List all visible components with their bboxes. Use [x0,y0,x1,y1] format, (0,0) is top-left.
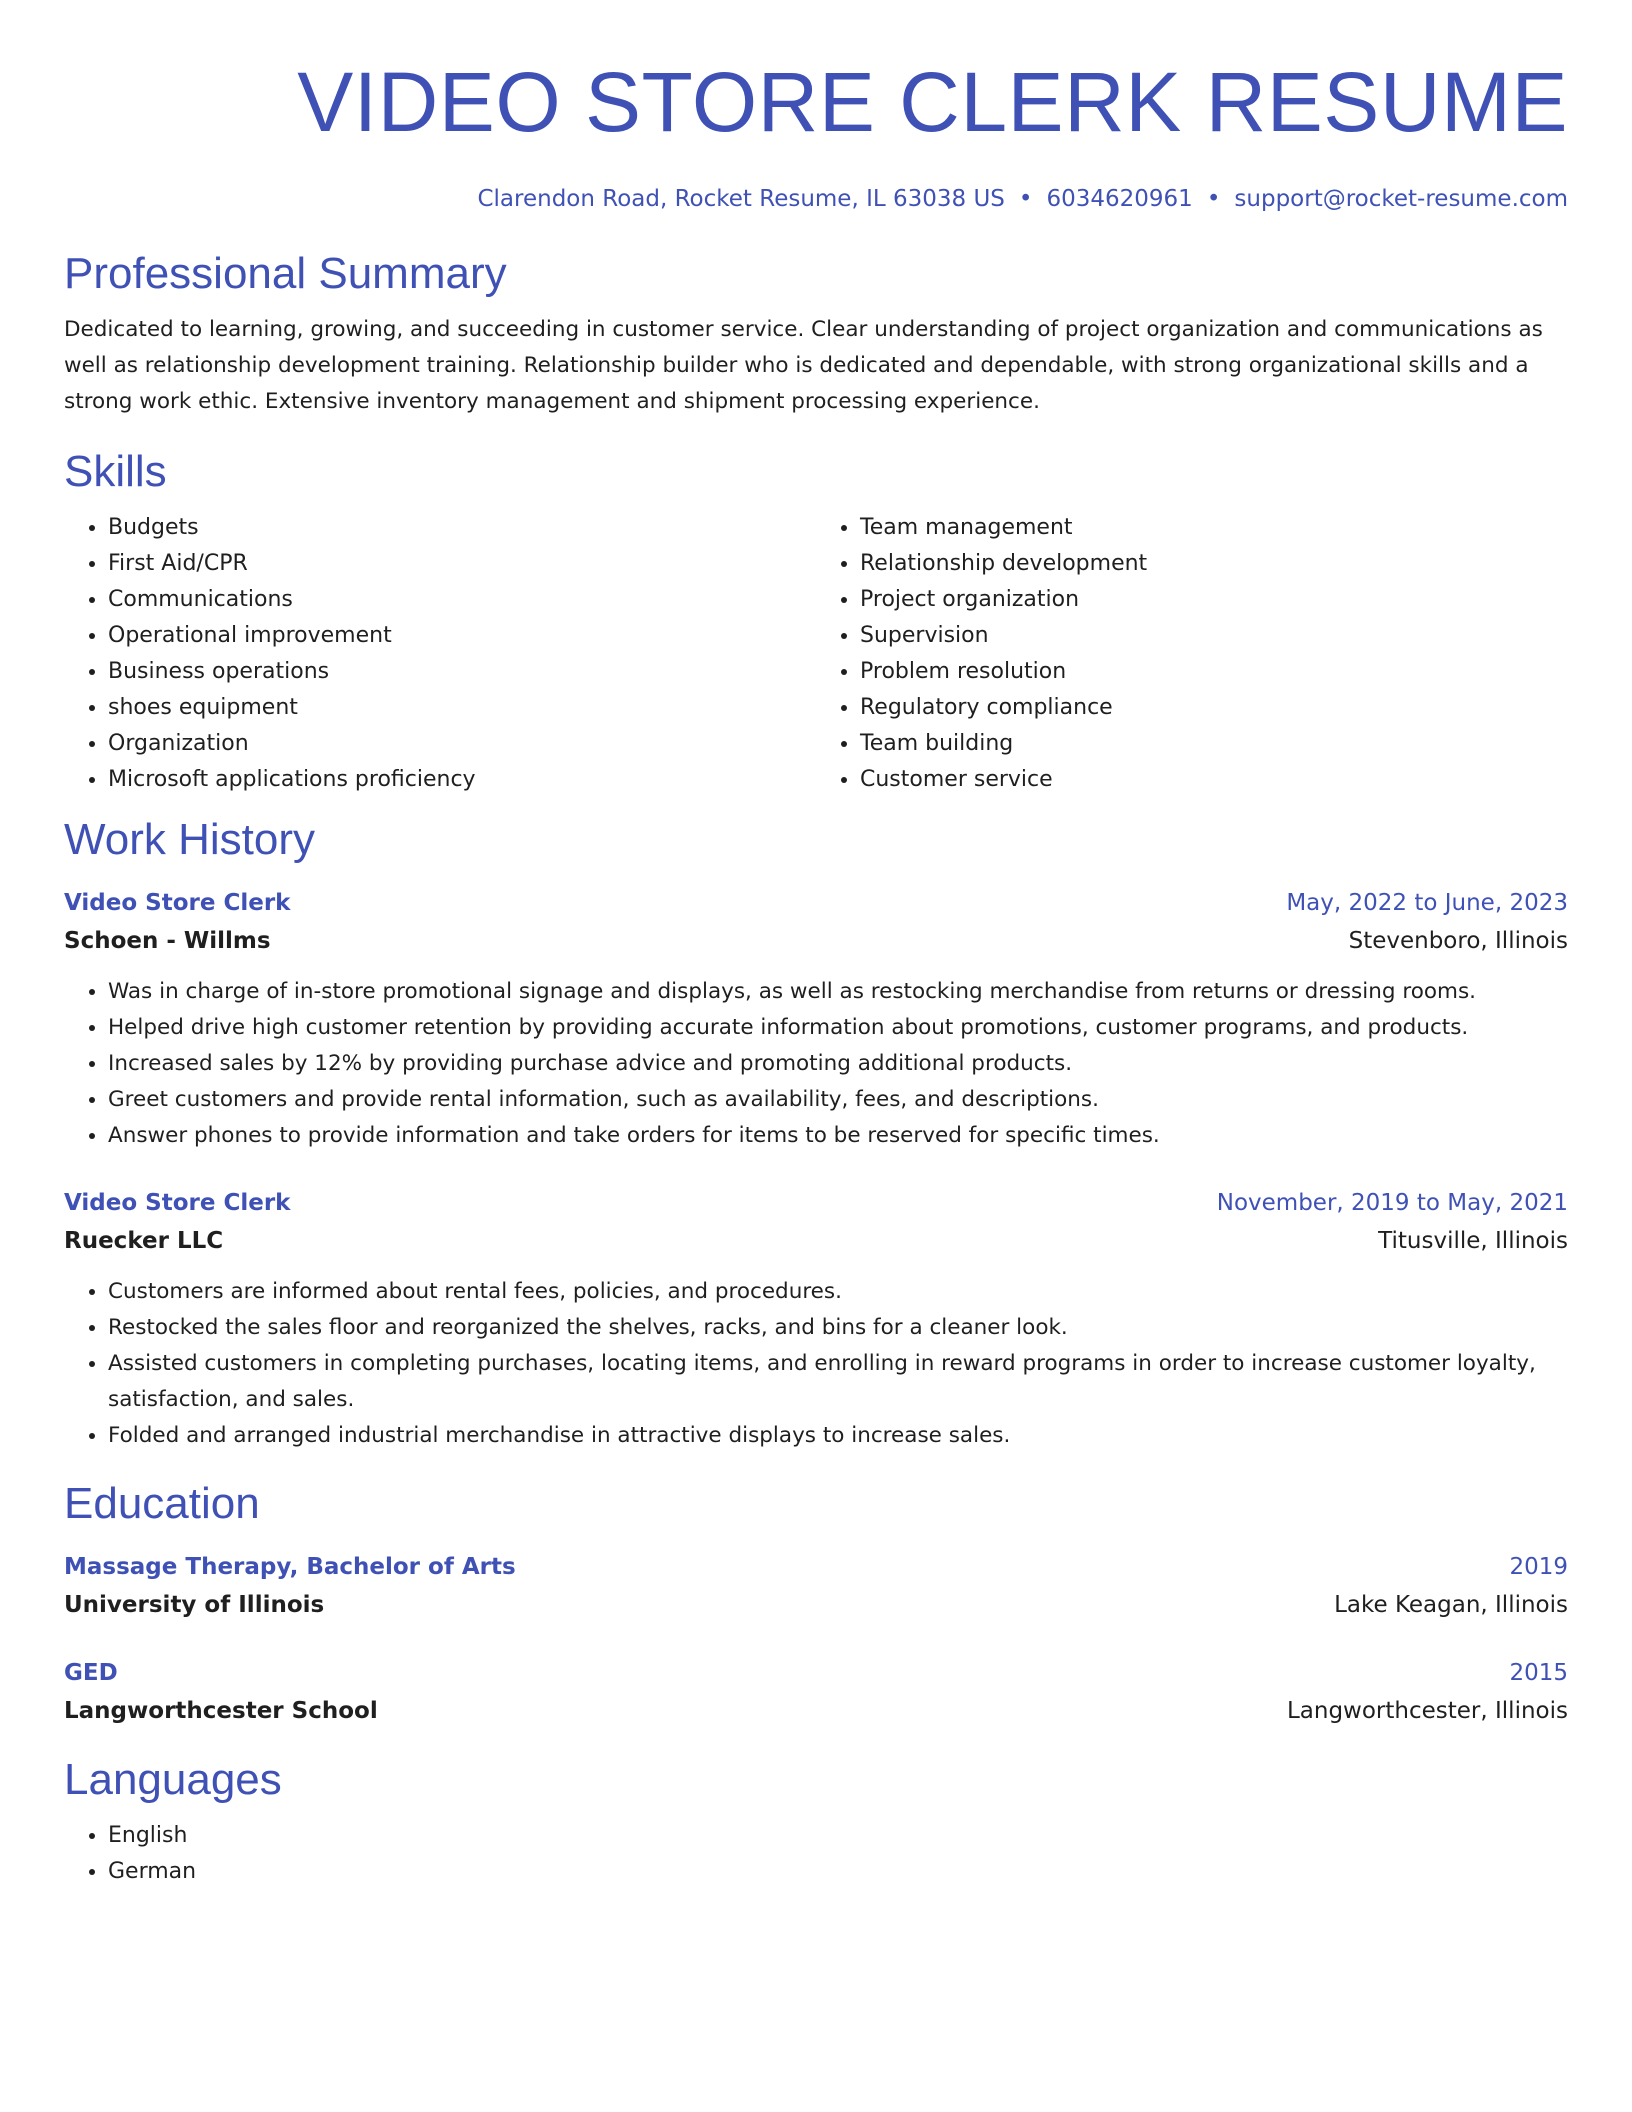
skill-item: • Operational improvement [108,618,816,654]
skill-item: • shoes equipment [108,690,816,726]
job-title: Video Store Clerk [64,890,291,916]
education-year: 2015 [1509,1660,1568,1686]
education-location: Lake Keagan, Illinois [1334,1592,1568,1618]
section-title-education: Education [64,1479,260,1528]
education-degree: Massage Therapy, Bachelor of Arts [64,1554,516,1580]
skill-item: • Regulatory compliance [860,690,1568,726]
job-bullet: • Increased sales by 12% by providing purchase advice and promoting additional products. [108,1046,1568,1082]
job-company: Schoen - Willms [64,928,271,954]
job-bullet: • Greet customers and provide rental information, such as availability, fees, and descriptions. [108,1082,1568,1118]
section-title-languages: Languages [64,1755,282,1804]
summary-text: Dedicated to learning, growing, and succeeding in customer service. Clear understanding of project organization and communications as well as relationship development training. Relationship builder who is dedicated and dependable, with strong organizational skills and a strong work ethic. Extensive inventory management and shipment processing experience. [64,317,1543,414]
skills-column-left [64,510,816,798]
education-year: 2019 [1509,1554,1568,1580]
section-title-work-history: Work History [64,815,315,864]
education-degree: GED [64,1660,118,1686]
skill-item: • Organization [108,726,816,762]
education-location: Langworthcester, Illinois [1286,1698,1568,1724]
job-bullet: • Customers are informed about rental fees, policies, and procedures. [108,1274,1568,1310]
job-entry [64,884,1568,1154]
contact-phone: 6034620961 [1046,186,1193,212]
job-bullet: • Assisted customers in completing purchases, locating items, and enrolling in reward programs in order to increase customer loyalty, satisfaction, and sales. [108,1346,1568,1418]
resume-title: VIDEO STORE CLERK RESUME [297,55,1568,149]
contact-address: Clarendon Road, Rocket Resume, IL 63038 US [477,186,1005,212]
skill-item: • Microsoft applications proficiency [108,762,816,798]
skill-item: • Team building [860,726,1568,762]
skill-item: • Supervision [860,618,1568,654]
skill-item: • Customer service [860,762,1568,798]
skill-item: • Budgets [108,510,816,546]
section-title-skills: Skills [64,447,167,496]
language-item: • German [108,1854,1568,1890]
job-dates: May, 2022 to June, 2023 [1286,890,1568,916]
education-entry [64,1654,1568,1730]
skills-column-right [816,510,1568,798]
job-bullet: • Folded and arranged industrial merchandise in attractive displays to increase sales. [108,1418,1568,1454]
skill-item: • Project organization [860,582,1568,618]
job-dates: November, 2019 to May, 2021 [1216,1190,1568,1216]
job-bullet: • Answer phones to provide information and take orders for items to be reserved for specific times. [108,1118,1568,1154]
education-entry [64,1548,1568,1624]
languages-list [64,1818,1568,1890]
skill-item: • First Aid/CPR [108,546,816,582]
contact-email: support@rocket-resume.com [1234,186,1568,212]
contact-separator: • [1206,186,1221,212]
job-bullet: • Restocked the sales floor and reorganized the shelves, racks, and bins for a cleaner look. [108,1310,1568,1346]
skill-item: • Business operations [108,654,816,690]
skills-list [64,510,1568,798]
skill-item: • Relationship development [860,546,1568,582]
contact-line [64,184,1568,214]
education-school: Langworthcester School [64,1698,378,1724]
job-bullet: • Helped drive high customer retention by providing accurate information about promotions, customer programs, and products. [108,1010,1568,1046]
job-location: Titusville, Illinois [1378,1228,1568,1254]
skill-item: • Communications [108,582,816,618]
section-title-summary: Professional Summary [64,249,507,298]
job-entry [64,1184,1568,1454]
resume-header [64,0,1568,214]
job-bullets [64,974,1568,1154]
job-company: Ruecker LLC [64,1228,224,1254]
job-bullets [64,1274,1568,1454]
job-title: Video Store Clerk [64,1190,291,1216]
contact-separator: • [1018,186,1033,212]
job-location: Stevenboro, Illinois [1348,928,1568,954]
language-item: • English [108,1818,1568,1854]
skill-item: • Team management [860,510,1568,546]
job-bullet: • Was in charge of in-store promotional signage and displays, as well as restocking merchandise from returns or dressing rooms. [108,974,1568,1010]
education-school: University of Illinois [64,1592,325,1618]
skill-item: • Problem resolution [860,654,1568,690]
